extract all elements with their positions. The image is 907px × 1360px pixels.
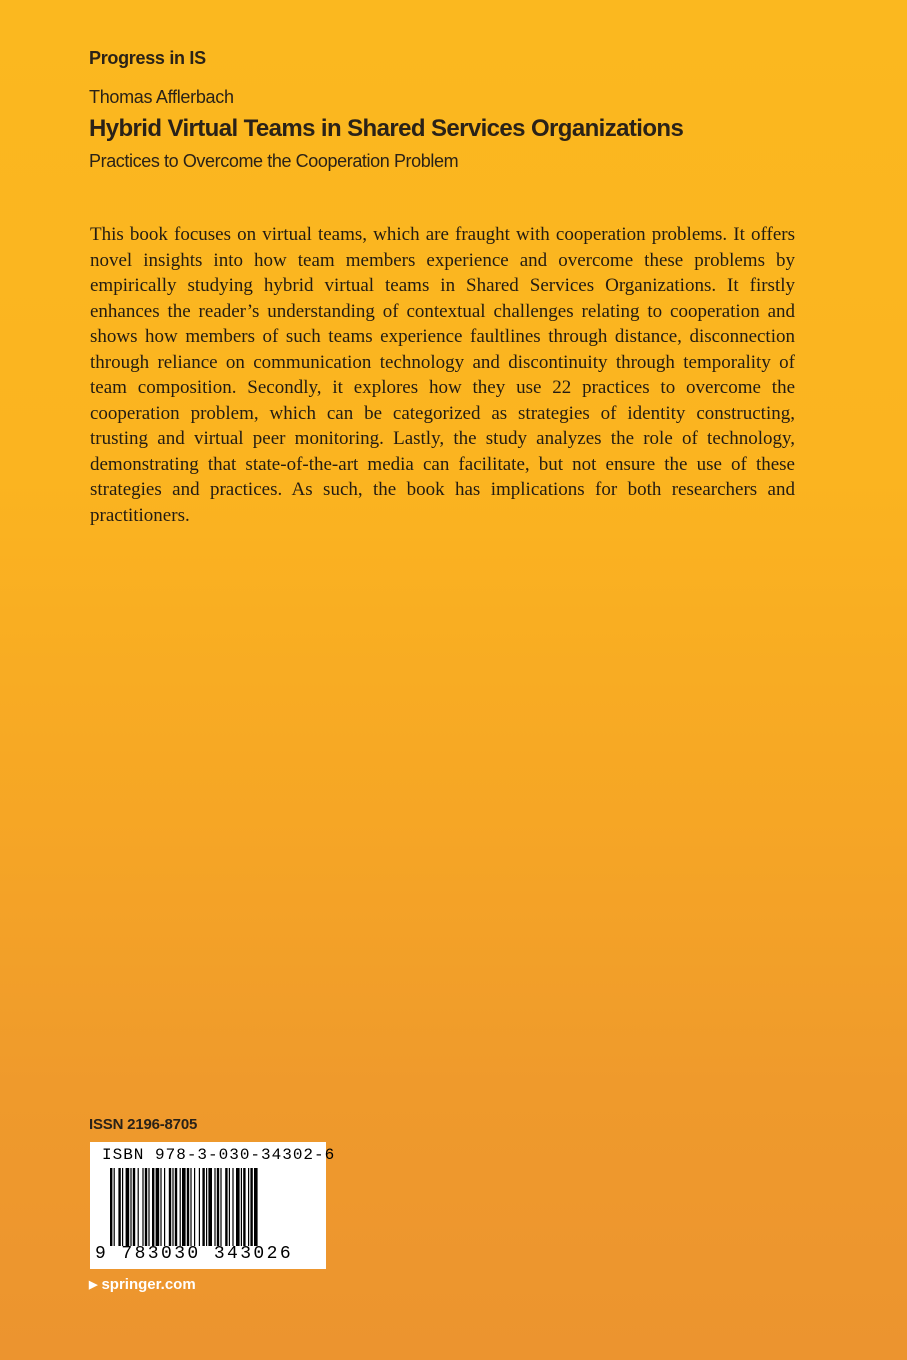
publisher-link[interactable] [89,1276,196,1293]
book-subtitle: Practices to Overcome the Cooperation Problem [89,151,459,171]
book-description: This book focuses on virtual teams, which are fraught with cooperation problems. It offers novel insights into how team members experience and overcome these problems by empirically studying hybrid virtual teams in Shared Services Organizations. It firstly enhances the reader’s understanding of contextual challenges relating to cooperation and shows how members of such teams experience faultlines through distance, disconnection through reliance on communication technology and discontinuity through temporality of team composition. Secondly, it explores how they use 22 practices to overcome the cooperation problem, which can be categorized as strategies of identity constructing, trusting and virtual peer monitoring. Lastly, the study analyzes the role of technology, demonstrating that state-of-the-art media can facilitate, but not ensure the use of these strategies and practices. As such, the book has implications for both researchers and practitioners. [90,224,795,526]
author-name: Thomas Afflerbach [89,87,234,107]
isbn-label: ISBN 978-3-030-34302-6 [102,1146,336,1164]
barcode-digits: 9 783030 343026 [95,1244,294,1264]
series-name: Progress in IS [89,48,206,68]
barcode-image [110,1168,310,1246]
publisher-link-text[interactable]: springer.com [101,1276,196,1293]
arrow-right-icon: ▶ [89,1279,98,1291]
barcode-panel [90,1142,336,1269]
book-title: Hybrid Virtual Teams in Shared Services Organizations [89,115,684,142]
issn-number: ISSN 2196-8705 [89,1116,198,1133]
